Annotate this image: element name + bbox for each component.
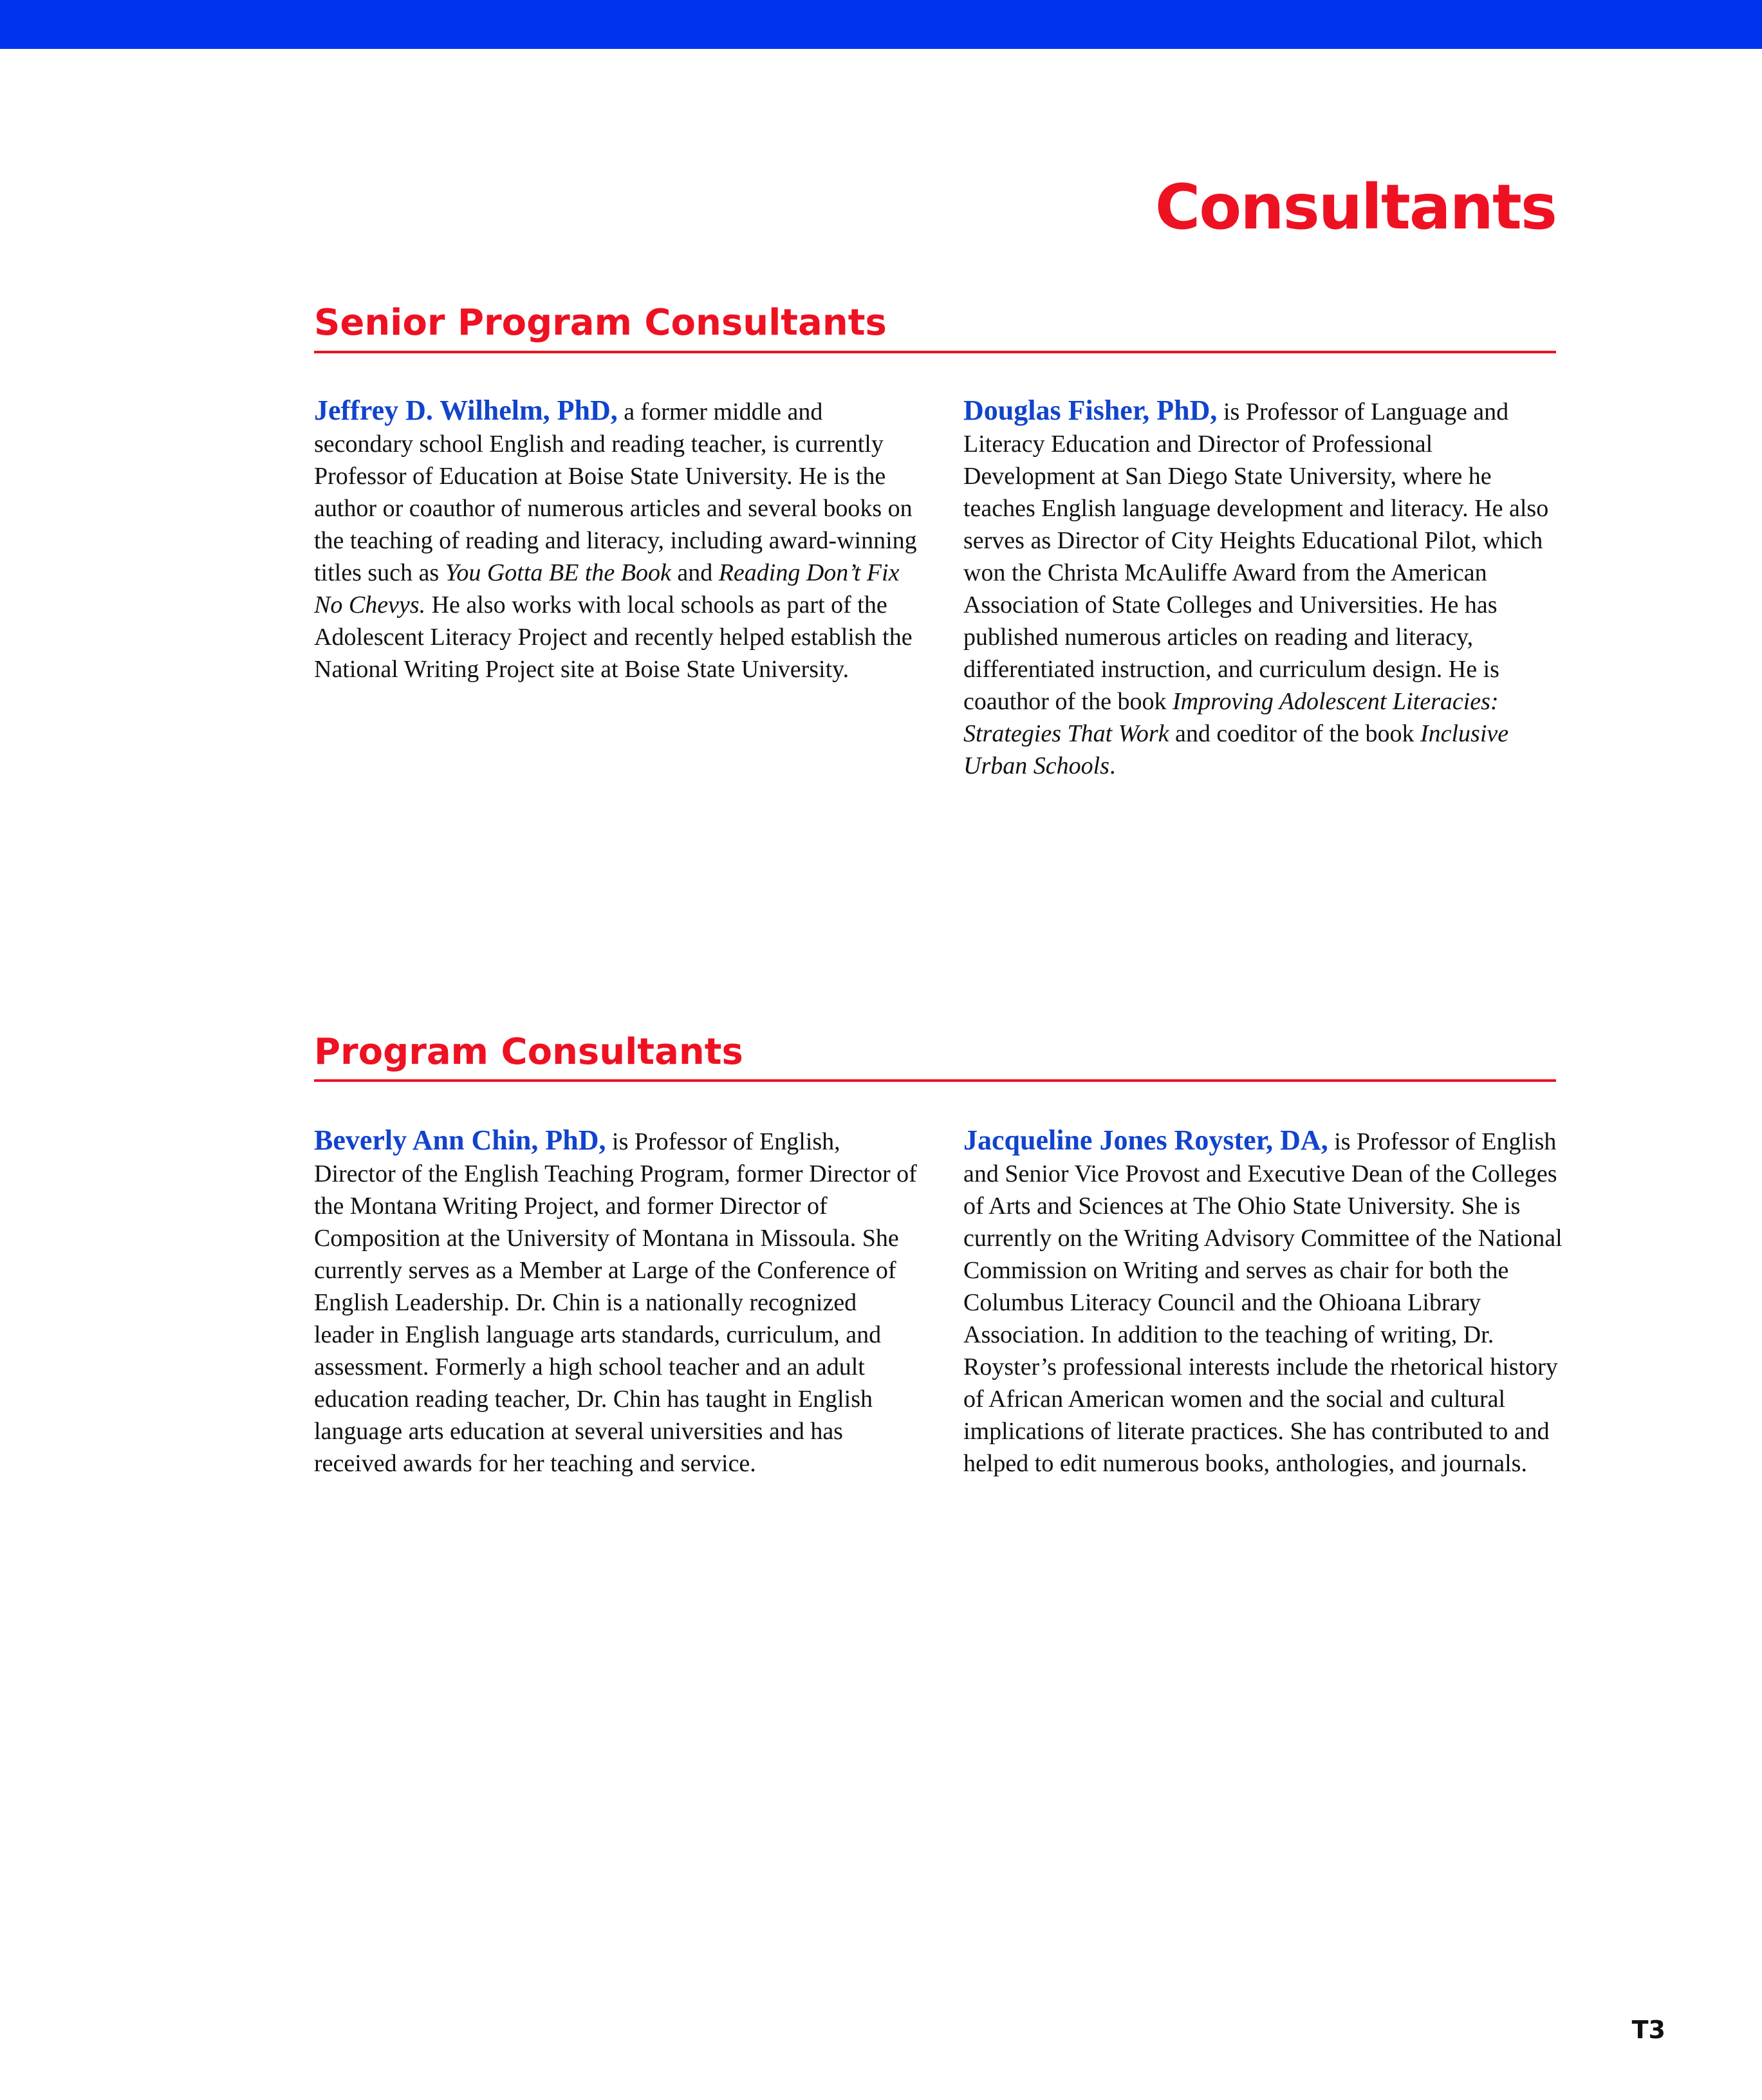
bio-text: is Professor of English and Senior Vice Provost and Executive Dean of the Colleges of Arts and Sciences at The Ohio State University. She is currently on the Writing Advisory Committee of the National Commission on Writing and serves as chair for both the Columbus Literacy Council and the Ohioana Library Association. In addition to the teaching of writing, Dr. Royster’s professional interests include the rhetorical history of African American women and the social and cultural implications of literate practices. She has contributed to and helped to edit numerous books, anthologies, and journals. — [963, 1128, 1563, 1477]
bio-text: a former middle and secondary school English and reading teacher, is currently Professor of Education at Boise State University. He is the author or coauthor of numerous articles and several books on the teaching of reading and literacy, including award-winning titles such as — [314, 398, 917, 586]
book-title: Reading Don’t Fix No Chevys. — [314, 559, 900, 618]
bio-royster — [963, 1124, 1568, 1480]
consultant-name: Beverly Ann Chin, PhD, — [314, 1124, 606, 1156]
bio-text: is Professor of Language and Literacy Education and Director of Professional Development at San Diego State University, where he teaches English language development and literacy. He also serves as Director of City Heights Educational Pilot, which won the Christa McAuliffe Award from the American Association of State Colleges and Universities. He has published numerous articles on reading and literacy, differentiated instruction, and curriculum design. He is coauthor of the book — [963, 398, 1549, 715]
consultant-name: Jeffrey D. Wilhelm, PhD, — [314, 395, 618, 426]
senior-section-rule — [314, 351, 1556, 353]
bio-wilhelm — [314, 395, 919, 685]
book-title: You Gotta BE the Book — [445, 559, 671, 586]
top-color-band — [0, 0, 1762, 49]
program-consultants-heading: Program Consultants — [314, 1031, 743, 1073]
bio-chin — [314, 1124, 919, 1480]
book-title: Inclusive Urban Schools — [963, 720, 1509, 779]
program-section-rule — [314, 1079, 1556, 1082]
page-title: Consultants — [1155, 171, 1556, 243]
bio-text: and — [671, 559, 719, 586]
page-number: T3 — [1631, 2016, 1665, 2044]
bio-text: He also works with local schools as part of the Adolescent Literacy Project and recently helped establish the National Writing Project site at Boise State University. — [314, 591, 913, 683]
bio-fisher — [963, 395, 1568, 782]
senior-consultants-heading: Senior Program Consultants — [314, 302, 887, 344]
bio-text: . — [1109, 752, 1116, 779]
consultant-name: Jacqueline Jones Royster, DA, — [963, 1124, 1328, 1156]
book-title: Improving Adolescent Literacies: Strategies That Work — [963, 688, 1499, 747]
bio-text: is Professor of English, Director of the English Teaching Program, former Director of the Montana Writing Project, and former Director of Composition at the University of Montana in Missoula. She currently serves as a Member at Large of the Conference of English Leadership. Dr. Chin is a nationally recognized leader in English language arts standards, curriculum, and assessment. Formerly a high school teacher and an adult education reading teacher, Dr. Chin has taught in English language arts education at several universities and has received awards for her teaching and service. — [314, 1128, 917, 1477]
consultant-name: Douglas Fisher, PhD, — [963, 395, 1218, 426]
bio-text: and coeditor of the book — [1169, 720, 1420, 747]
